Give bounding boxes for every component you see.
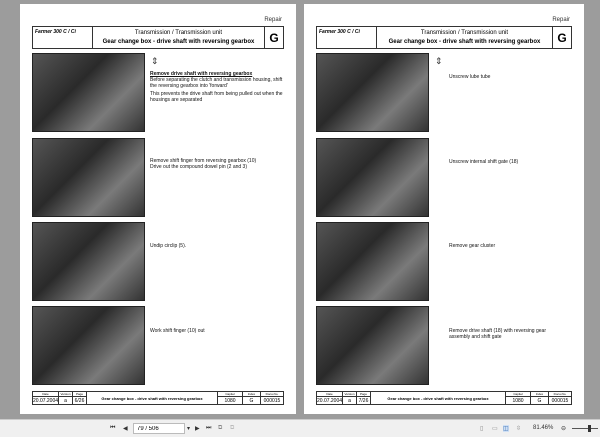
step-photo <box>32 53 145 132</box>
label: Page <box>357 392 370 397</box>
label: Index <box>243 392 260 397</box>
label: Version <box>60 392 71 396</box>
index-letter: G <box>269 31 279 45</box>
page-number: 7/26 <box>358 398 369 404</box>
step-text: Remove drive shaft (18) with reversing gear assembly and shift gate <box>449 328 546 340</box>
docu-no: 000015 <box>551 398 569 404</box>
label: Index <box>531 392 548 397</box>
step-photo <box>316 306 429 385</box>
step-heading: Remove drive shaft with reversing gearbox <box>150 71 253 77</box>
index-letter: G <box>557 31 567 45</box>
step-line: Remove shift finger from reversing gearbox (10) <box>150 158 257 164</box>
step-text <box>150 158 290 170</box>
section-title: Transmission / Transmission unit <box>134 30 223 36</box>
step-line: Drive out the compound dowel pin (2 and 3) <box>150 164 248 170</box>
step-photo <box>316 138 429 217</box>
step-text: Unscrew lube tube <box>449 74 491 80</box>
step-text <box>150 71 290 103</box>
page-title: Gear change box - drive shaft with reversing gearbox <box>102 39 255 45</box>
zoom-out-icon[interactable]: ⊖ <box>561 426 567 432</box>
step-text: Remove gear cluster <box>449 243 496 249</box>
step-line: This prevents the drive shaft from being pulled out when the housings are separated <box>150 91 283 103</box>
first-page-icon[interactable]: ⏮ <box>110 425 116 431</box>
step-text: Work shift finger (10) out <box>150 328 205 334</box>
label: Version <box>344 392 355 396</box>
label: Docu-No. <box>549 392 571 397</box>
left-page <box>20 4 296 414</box>
label: Date <box>317 392 342 397</box>
model-name: Farmer 300 C / Ci <box>317 27 377 48</box>
step-photo <box>32 306 145 385</box>
label: Page <box>73 392 86 397</box>
zoom-level[interactable]: 81.46% <box>533 425 554 431</box>
capitel: 1080 <box>224 398 236 404</box>
step-photo <box>32 138 145 217</box>
page-footer <box>316 391 572 405</box>
next-page-icon[interactable]: ▶ <box>195 426 200 432</box>
footer-title: Gear change box - drive shaft with reversing gearbox <box>371 392 506 404</box>
page-header <box>32 26 284 49</box>
step-line: Before separating the clutch and transmission housing, shift the reversing gearbox into 'forward' <box>150 77 283 89</box>
label: Capitel <box>218 392 242 397</box>
page-footer <box>32 391 284 405</box>
step-text: Unscrew internal shift gate (18) <box>449 159 519 165</box>
viewer-toolbar <box>0 419 600 437</box>
label: Date <box>33 392 58 397</box>
page-title: Gear change box - drive shaft with reversing gearbox <box>388 39 541 45</box>
section-title: Transmission / Transmission unit <box>420 30 509 36</box>
footer-title: Gear change box - drive shaft with reversing gearbox <box>87 392 218 404</box>
label: Capitel <box>506 392 530 397</box>
date: 20.07.2004 <box>33 398 59 404</box>
two-page-icon[interactable]: ◫ <box>503 426 509 432</box>
zoom-slider-handle[interactable] <box>588 425 591 432</box>
capitel: 1080 <box>512 398 524 404</box>
fit-icon[interactable]: ⇳ <box>516 426 522 432</box>
docu-no: 000015 <box>263 398 281 404</box>
continuous-icon[interactable]: ▭ <box>492 426 498 432</box>
single-page-icon[interactable]: ▯ <box>480 426 484 432</box>
page-number: 6/26 <box>74 398 85 404</box>
prev-page-icon[interactable]: ◀ <box>123 426 128 432</box>
date: 20.07.2004 <box>317 398 343 404</box>
page-dropdown-icon[interactable]: ▾ <box>187 426 191 432</box>
label: Docu-No. <box>261 392 283 397</box>
step-text: Undip circlip (5). <box>150 243 187 249</box>
version: a <box>64 398 67 404</box>
right-page <box>304 4 584 414</box>
last-page-icon[interactable]: ⏭ <box>206 425 212 431</box>
model-name: Farmer 300 C / Ci <box>33 27 93 48</box>
copy-icon[interactable]: ⧉ <box>218 425 223 431</box>
step-photo <box>316 53 429 132</box>
version: a <box>348 398 351 404</box>
paste-icon[interactable]: ⧉ <box>230 425 235 431</box>
page-header <box>316 26 572 49</box>
lift-icon: ⇕ <box>435 56 443 66</box>
index: G <box>537 398 542 404</box>
lift-icon: ⇕ <box>151 56 159 66</box>
repair-label: Repair <box>264 17 282 23</box>
step-photo <box>32 222 145 301</box>
page-input[interactable] <box>133 423 185 434</box>
step-photo <box>316 222 429 301</box>
index: G <box>249 398 254 404</box>
zoom-slider[interactable] <box>572 428 598 429</box>
repair-label: Repair <box>552 17 570 23</box>
